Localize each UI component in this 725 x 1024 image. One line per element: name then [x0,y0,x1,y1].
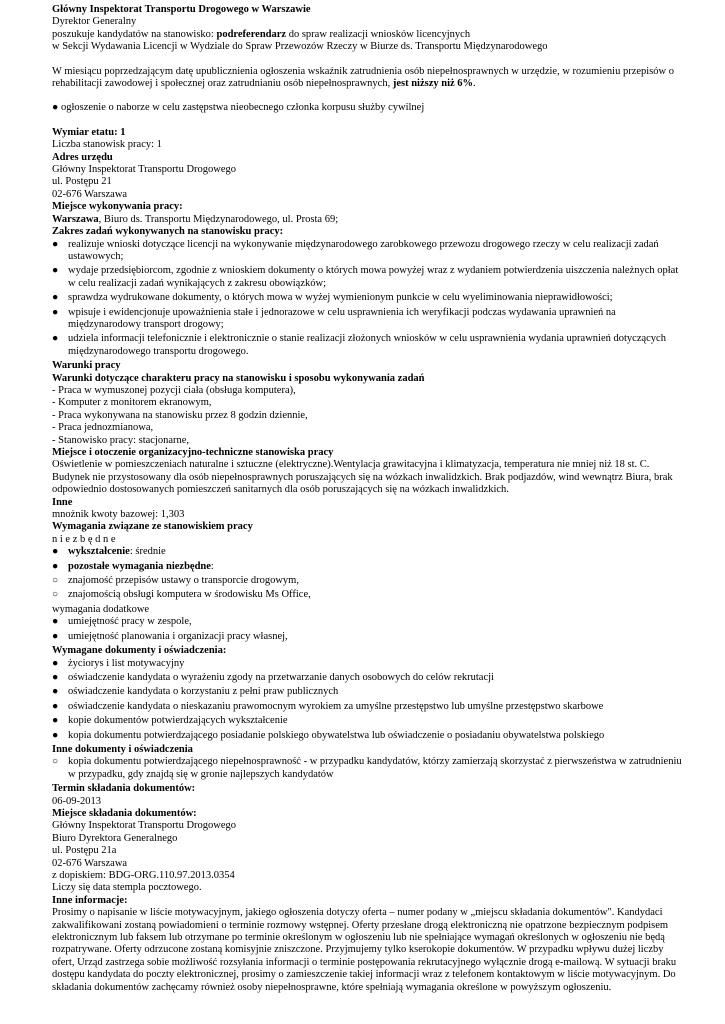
place-line: Główny Inspektorat Transportu Drogowego [52,820,237,832]
circle-bullet-icon: ○ [52,756,59,768]
niezbedne-label: n i e z b ę d n e [52,533,116,545]
duty-item: ● sprawdza wydrukowane dokumenty, o których mowa w wyżej wymienionym punkcie w celu wyeliminowania nieprawidłowości; [52,292,613,304]
place-line: z dopiskiem: BDG-ORG.110.97.2013.0354 [52,870,235,881]
conditions-sub-label: Warunki dotyczące charakteru pracy na stanowisku i sposobu wykonywania zadań [52,372,425,384]
document-item: ● oświadczenie kandydata o nieskazaniu prawomocnym wyrokiem za umyślne przestępstwo lub umyślne przestępstwo skarbowe [52,700,604,712]
place-line: Biuro Dyrektora Generalnego [52,832,178,844]
condition-line: - Praca w wymuszonej pozycji ciała (obsługa komputera), [52,384,296,396]
document-item: ● oświadczenie kandydata o wyrażeniu zgody na przetwarzanie danych osobowych do celów rekrutacji [52,671,494,683]
wymiar-label: Wymiar etatu: 1 [52,126,126,138]
requirements-label: Wymagania związane ze stanowiskiem pracy [52,521,253,533]
bullet-icon: ● [52,292,59,304]
duty-item: ● wpisuje i ewidencjonuje upoważnienia stałe i jednorazowe w celu usprawnienia ich weryfikacji podczas wydawania uprawnień na międzynarodowy transport drogowy; [52,306,616,330]
bullet-icon: ● [52,238,59,250]
inne-text: mnożnik kwoty bazowej: 1,303 [52,509,185,521]
intro-paragraph: W miesiącu poprzedzającym datę upublicznienia ogłoszenia wskaźnik zatrudnienia osób niepełnosprawnych w urzędzie, w rozumieniu przepisów o rehabilitacji zawodowej i społecznej oraz zatrudnianiu osób niepełnosprawnych, jest niższy niż 6%. [52,65,675,90]
circle-bullet-icon: ○ [52,589,59,601]
inne-label: Inne [52,496,73,508]
miejsce-label: Miejsce wykonywania pracy: [52,201,183,213]
bullet-icon: ● [52,671,59,683]
deadline-label: Termin składania dokumentów: [52,783,196,795]
requirement-sub-item: ○ znajomość przepisów ustawy o transporcie drogowym, [52,575,299,587]
documents-label: Wymagane dokumenty i oświadczenia: [52,645,227,657]
condition-line: - Praca wykonywana na stanowisku przez 8 godzin dziennie, [52,409,308,421]
adres-line: ul. Postępu 21 [52,176,112,188]
deadline-date: 06-09-2013 [52,795,101,807]
adres-label: Adres urzędu [52,151,113,163]
bullet-icon: ● [52,560,59,572]
environment-label: Miejsce i otoczenie organizacyjno-techniczne stanowiska pracy [52,447,334,458]
additional-label: wymagania dodatkowe [52,603,150,615]
additional-item: ● umiejętność planowania i organizacji pracy własnej, [52,630,288,642]
bullet-icon: ● [52,333,59,345]
duties-label: Zakres zadań wykonywanych na stanowisku pracy: [52,226,284,238]
requirement-item: ● pozostałe wymagania niezbędne: [52,560,214,572]
bullet-icon: ● [52,616,59,628]
requirement-sub-item: ○ znajomością obsługi komputera w środowisku Ms Office, [52,589,311,601]
bullet-icon: ● [52,686,59,698]
condition-line: - Komputer z monitorem ekranowym, [52,397,212,409]
liczba-stanowisk: Liczba stanowisk pracy: 1 [52,139,162,151]
circle-bullet-icon: ○ [52,575,59,587]
document-item: ● kopie dokumentów potwierdzających wykształcenie [52,715,288,727]
bullet-icon: ● [52,265,59,277]
duty-item: ● udziela informacji telefonicznie i elektronicznie o stanie realizacji złożonych wniosków w celu usprawnienia wydania uprawnień dotyczących międzynarodowego transportu drogowego. [52,333,666,357]
bullet-icon: ● [52,306,59,318]
conditions-label: Warunki pracy [52,360,121,372]
environment-text: Oświetlenie w pomieszczeniach naturalne i sztuczne (elektryczne).Wentylacja grawitacyjna i klimatyzacja, temperatura nie mniej niż 18 st. C. Budynek nie przystosowany dla osób niepełnosprawnych poruszających się na wózkach inwalidzkich. Brak podjazdów, wind wewnątrz Biura, brak odpowiednio dostosowanych pomieszczeń sanitarnych dla osób poruszających się na wózkach inwalidzkich. [52,459,673,496]
miejsce-value: Warszawa, Biuro ds. Transportu Międzynarodowego, ul. Prosta 69; [52,213,339,225]
department-line: w Sekcji Wydawania Licencji w Wydziale do Spraw Przewozów Rzeczy w Biurze ds. Transportu Międzynarodowego [52,41,548,53]
bullet-icon: ● [52,546,59,558]
org-title: Główny Inspektorat Transportu Drogowego w Warszawie [52,4,311,15]
director-line: Dyrektor Generalny [52,16,137,28]
additional-item: ● umiejętność pracy w zespole, [52,616,192,628]
condition-line: - Praca jednozmianowa, [52,422,154,434]
document-item: ● kopia dokumentu potwierdzającego posiadanie polskiego obywatelstwa lub oświadczenie o posiadaniu obywatelstwa polskiego [52,729,605,741]
other-document-item: ○ kopia dokumentu potwierdzającego niepełnosprawność - w przypadku kandydatów, którzy zamierzają skorzystać z pierwszeństwa w zatrudnieniu w przypadku, gdy znajdą się w gronie najlepszych kandydatów [52,756,682,780]
adres-line: Główny Inspektorat Transportu Drogowego [52,164,237,176]
duty-item: ● realizuje wnioski dotyczące licencji na wykonywanie międzynarodowego zarobkowego przewozu drogowego rzeczy w celu realizacji zadań ustawowych; [52,238,659,262]
other-documents-label: Inne dokumenty i oświadczenia [52,743,193,755]
bullet-icon: ● [52,657,59,669]
bullet-icon: ● [52,729,59,741]
place-line: 02-676 Warszawa [52,857,128,869]
bullet-icon: ● [52,630,59,642]
duty-item: ● wydaje przedsiębiorcom, zgodnie z wnioskiem dokumenty o których mowa powyżej wraz z wydaniem potwierdzenia uiszczenia należnych opłat w celu realizacji zadań wynikających z zakresu obowiązków; [52,265,679,289]
place-line: Liczy się data stempla pocztowego. [52,882,202,894]
document-item: ● życiorys i list motywacyjny [52,657,185,669]
document-item: ● oświadczenie kandydata o korzystaniu z pełni praw publicznych [52,686,339,698]
bullet-icon: ● [52,700,59,712]
notice-line: ● ogłoszenie o naborze w celu zastępstwa nieobecnego członka korpusu służby cywilnej [52,102,425,114]
adres-line: 02-676 Warszawa [52,188,128,200]
seeks-line: poszukuje kandydatów na stanowisko: podreferendarz do spraw realizacji wniosków licencyjnych [52,28,471,40]
bullet-icon: ● [52,715,59,727]
other-info-label: Inne informacje: [52,894,128,906]
place-line: ul. Postępu 21a [52,845,117,857]
bullet-icon: ● [52,102,59,114]
place-label: Miejsce składania dokumentów: [52,807,197,819]
other-info-text: Prosimy o napisanie w liście motywacyjnym, jakiego ogłoszenia dotyczy oferta – numer podany w „miejscu składania dokumentów". Kandydaci zakwalifikowani zostaną powiadomieni o terminie rozmowy wstępnej. Oferty przesłane drogą elektroniczną nie opatrzone bezpiecznym podpisem elektronicznym lub faksem lub otrzymane po terminie określonym w ogłoszeniu lub nie spełniające wymagań określonych w ogłoszeniu nie będą rozpatrywane. Oferty odrzucone zostaną komisyjnie zniszczone. Przyjmujemy tylko kserokopie dokumentów. W przypadku wpływu dużej liczby ofert, Urząd zastrzega sobie możliwość rozsyłania informacji o terminie postępowania rekrutacyjnego wyłącznie drogą e-mailową. W sytuacji braku dostępu kandydata do poczty elektronicznej, prosimy o zamieszczenie takiej informacji wraz z telefonem kontaktowym w liście motywacyjnym. Do składania dokumentów zachęcamy również osoby niepełnosprawne, które spełniają wymagania określone w powyższym ogłoszeniu. [52,907,677,993]
requirement-item: ● wykształcenie: średnie [52,546,166,558]
condition-line: - Stanowisko pracy: stacjonarne, [52,434,190,446]
